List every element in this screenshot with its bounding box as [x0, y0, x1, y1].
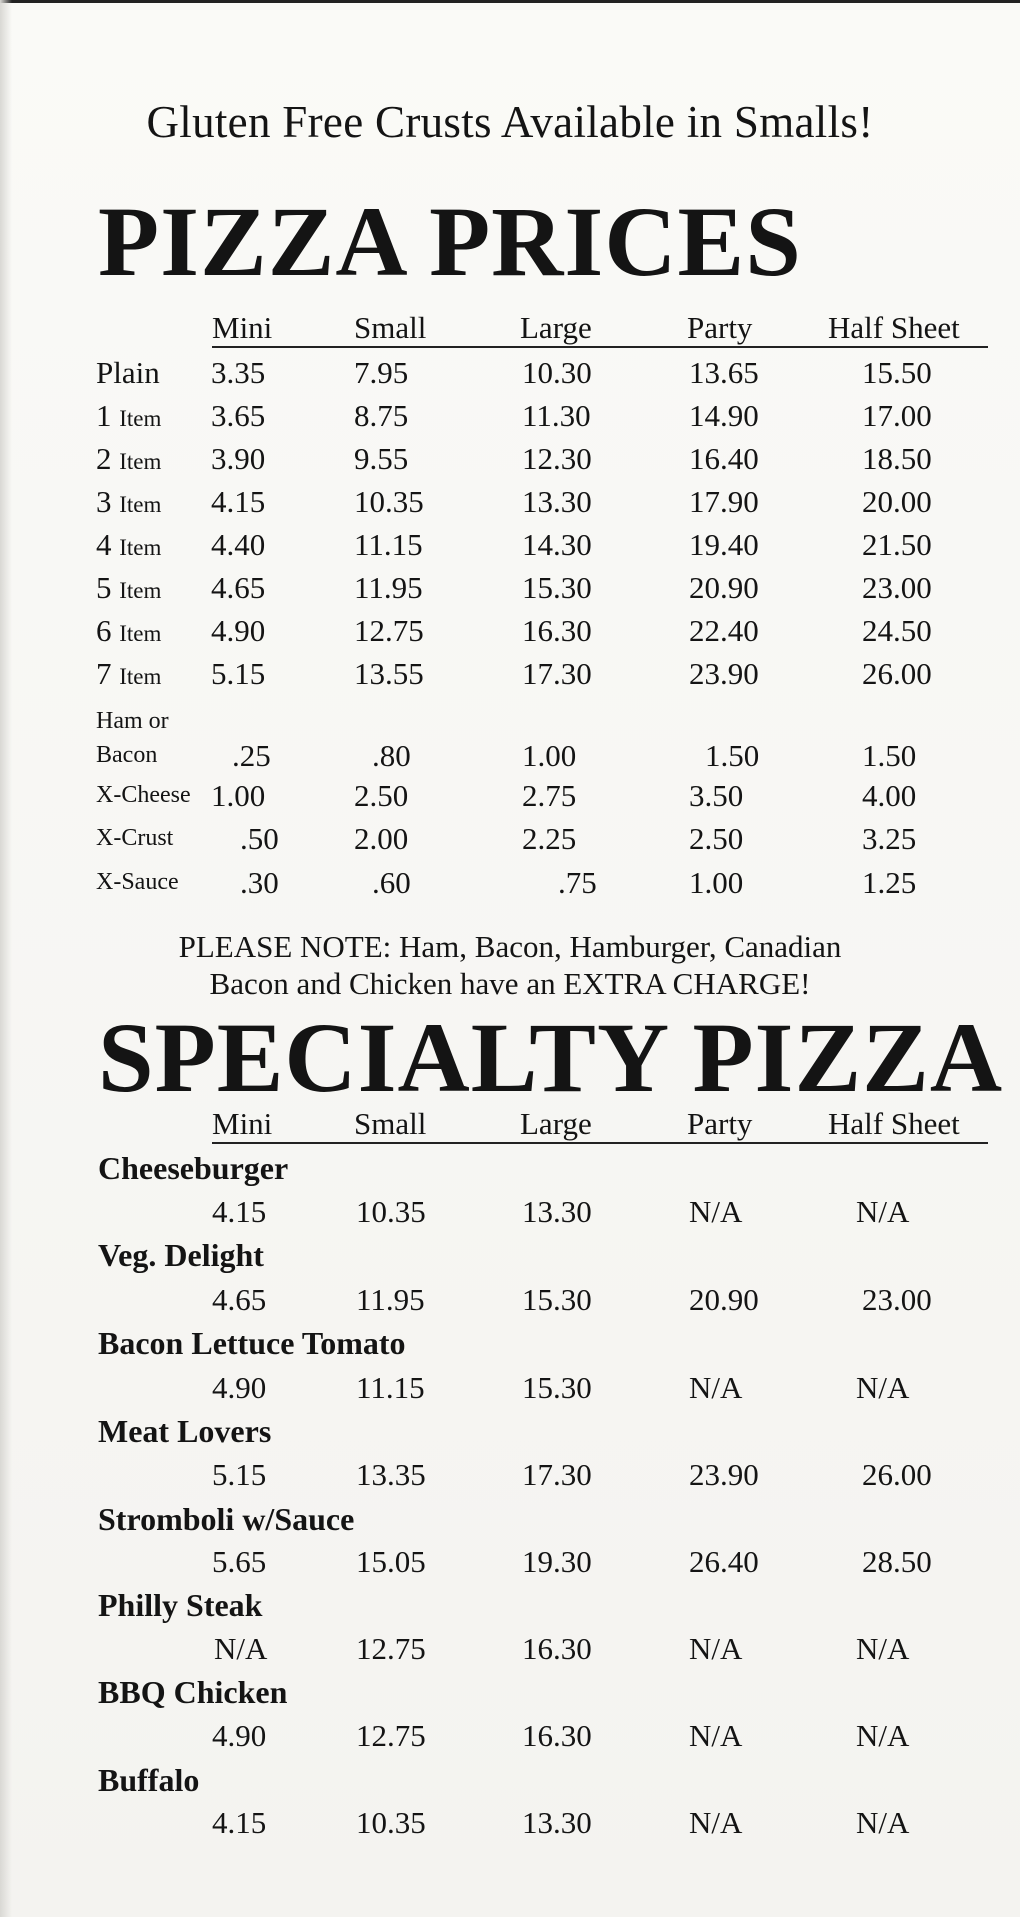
specialty-pizza-title: SPECIALTY PIZZA [98, 1002, 1004, 1113]
price-cell: N/A [856, 1194, 910, 1229]
price-cell: .25 [232, 738, 271, 773]
price-cell: .80 [372, 738, 411, 773]
row-label: 3 [96, 484, 112, 519]
price-cell: .75 [558, 865, 597, 900]
price-cell: 1.00 [522, 738, 577, 773]
price-cell: 2.50 [354, 778, 409, 813]
row-label: Plain [96, 355, 160, 390]
col-party: Party [687, 310, 753, 345]
price-cell: N/A [856, 1718, 910, 1753]
specialty-name: Stromboli w/Sauce [98, 1501, 355, 1537]
specialty-name: Meat Lovers [98, 1413, 272, 1449]
price-cell: 10.35 [354, 484, 424, 519]
row-label: X-Crust [96, 825, 174, 851]
price-cell: N/A [856, 1805, 910, 1840]
col-mini: Mini [212, 310, 273, 345]
price-cell: 8.75 [354, 398, 409, 433]
price-cell: N/A [689, 1718, 743, 1753]
price-cell: 26.40 [689, 1544, 759, 1579]
price-cell: 20.90 [689, 570, 759, 605]
price-cell: 4.65 [212, 1282, 267, 1317]
gluten-free-banner: Gluten Free Crusts Available in Smalls! [146, 97, 874, 147]
price-cell: 23.00 [862, 1282, 932, 1317]
row-label: X-Cheese [96, 782, 191, 808]
row-label: 5 [96, 570, 112, 605]
col-half-sheet: Half Sheet [828, 1106, 960, 1141]
row-label: 6 [96, 613, 112, 648]
price-cell: 11.15 [354, 527, 423, 562]
price-cell: 18.50 [862, 441, 932, 476]
price-cell: 15.30 [522, 1370, 592, 1405]
col-large: Large [520, 310, 592, 345]
price-cell: 12.30 [522, 441, 592, 476]
price-cell: 15.50 [862, 355, 932, 390]
price-cell: 3.90 [211, 441, 266, 476]
price-cell: .30 [240, 865, 279, 900]
price-cell: 15.05 [356, 1544, 426, 1579]
price-cell: 2.00 [354, 821, 409, 856]
specialty-name: Cheeseburger [98, 1150, 289, 1186]
price-cell: N/A [689, 1194, 743, 1229]
price-cell: 11.30 [522, 398, 591, 433]
price-cell: 10.30 [522, 355, 592, 390]
price-cell: 4.15 [212, 1194, 267, 1229]
price-cell: 13.65 [689, 355, 759, 390]
specialty-name: Philly Steak [98, 1587, 263, 1623]
price-cell: 12.75 [354, 613, 424, 648]
price-cell: 3.25 [862, 821, 917, 856]
top-edge [0, 0, 1020, 3]
price-cell: 11.95 [356, 1282, 425, 1317]
price-cell: 1.00 [211, 778, 266, 813]
row-label: 4 [96, 527, 112, 562]
price-cell: 17.00 [862, 398, 932, 433]
price-cell: N/A [856, 1631, 910, 1666]
price-cell: 10.35 [356, 1805, 426, 1840]
price-cell: 23.90 [689, 656, 759, 691]
pizza-prices-title: PIZZA PRICES [98, 186, 802, 297]
row-label: X-Sauce [96, 869, 179, 895]
row-label-suffix: Item [119, 535, 162, 560]
price-cell: 23.00 [862, 570, 932, 605]
price-cell: 1.50 [705, 738, 760, 773]
price-cell: 16.30 [522, 613, 592, 648]
row-label: 2 [96, 441, 112, 476]
specialty-name: Buffalo [98, 1762, 200, 1798]
price-cell: N/A [689, 1805, 743, 1840]
note-line-1: PLEASE NOTE: Ham, Bacon, Hamburger, Canadian [178, 929, 842, 964]
price-cell: N/A [689, 1631, 743, 1666]
price-cell: 1.00 [689, 865, 744, 900]
price-cell: 21.50 [862, 527, 932, 562]
price-cell: 13.30 [522, 484, 592, 519]
price-cell: 23.90 [689, 1457, 759, 1492]
col-small: Small [354, 1106, 427, 1141]
price-cell: 2.25 [522, 821, 577, 856]
price-cell: 13.55 [354, 656, 424, 691]
header-rule [212, 346, 988, 348]
price-cell: 5.65 [212, 1544, 267, 1579]
price-cell: 10.35 [356, 1194, 426, 1229]
specialty-name: Bacon Lettuce Tomato [98, 1325, 406, 1361]
row-label-suffix: Item [119, 492, 162, 517]
extra-charge-note [0, 928, 1020, 1002]
price-cell: 4.90 [212, 1370, 267, 1405]
price-cell: 16.30 [522, 1718, 592, 1753]
price-cell: 3.65 [211, 398, 266, 433]
specialty-name: Veg. Delight [98, 1237, 264, 1273]
price-cell: 22.40 [689, 613, 759, 648]
price-cell: 1.50 [862, 738, 917, 773]
row-label: 7 [96, 656, 112, 691]
header-rule [212, 1142, 988, 1144]
note-line-2: Bacon and Chicken have an EXTRA CHARGE! [209, 966, 811, 1001]
price-cell: 20.90 [689, 1282, 759, 1317]
price-cell: 3.35 [211, 355, 266, 390]
price-cell: 4.65 [211, 570, 266, 605]
row-label-suffix: Item [119, 578, 162, 603]
price-cell: 5.15 [212, 1457, 267, 1492]
price-cell: 16.40 [689, 441, 759, 476]
price-cell: 5.15 [211, 656, 266, 691]
price-cell: 26.00 [862, 1457, 932, 1492]
col-large: Large [520, 1106, 592, 1141]
col-party: Party [687, 1106, 753, 1141]
row-label: Ham or [96, 708, 169, 734]
price-cell: 9.55 [354, 441, 409, 476]
price-cell: 11.15 [356, 1370, 425, 1405]
price-cell: 13.30 [522, 1805, 592, 1840]
price-cell: .50 [240, 821, 279, 856]
price-cell: 1.25 [862, 865, 917, 900]
price-cell: 4.90 [212, 1718, 267, 1753]
price-cell: 7.95 [354, 355, 409, 390]
price-cell: 11.95 [354, 570, 423, 605]
price-cell: 4.15 [212, 1805, 267, 1840]
price-cell: 14.30 [522, 527, 592, 562]
price-cell: 28.50 [862, 1544, 932, 1579]
col-small: Small [354, 310, 427, 345]
row-label-suffix: Item [119, 406, 162, 431]
price-cell: 4.40 [211, 527, 266, 562]
price-cell: 15.30 [522, 1282, 592, 1317]
price-cell: 15.30 [522, 570, 592, 605]
price-cell: 26.00 [862, 656, 932, 691]
price-cell: 14.90 [689, 398, 759, 433]
price-cell: N/A [856, 1370, 910, 1405]
price-cell: 4.90 [211, 613, 266, 648]
price-cell: 13.30 [522, 1194, 592, 1229]
price-cell: 2.50 [689, 821, 744, 856]
price-cell: 4.00 [862, 778, 917, 813]
price-cell: 12.75 [356, 1718, 426, 1753]
row-label: Bacon [96, 742, 158, 768]
price-cell: 24.50 [862, 613, 932, 648]
price-cell: 19.30 [522, 1544, 592, 1579]
price-cell: 3.50 [689, 778, 744, 813]
price-cell: 17.30 [522, 656, 592, 691]
price-cell: 13.35 [356, 1457, 426, 1492]
price-cell: N/A [689, 1370, 743, 1405]
price-cell: 2.75 [522, 778, 577, 813]
row-label: 1 [96, 398, 112, 433]
price-cell: 4.15 [211, 484, 266, 519]
col-mini: Mini [212, 1106, 273, 1141]
price-cell: 17.90 [689, 484, 759, 519]
col-half-sheet: Half Sheet [828, 310, 960, 345]
row-label-suffix: Item [119, 664, 162, 689]
price-cell: 12.75 [356, 1631, 426, 1666]
price-cell: 19.40 [689, 527, 759, 562]
price-cell: N/A [214, 1631, 268, 1666]
price-cell: .60 [372, 865, 411, 900]
row-label-suffix: Item [119, 449, 162, 474]
price-cell: 16.30 [522, 1631, 592, 1666]
price-cell: 17.30 [522, 1457, 592, 1492]
price-cell: 20.00 [862, 484, 932, 519]
row-label-suffix: Item [119, 621, 162, 646]
specialty-name: BBQ Chicken [98, 1674, 288, 1710]
